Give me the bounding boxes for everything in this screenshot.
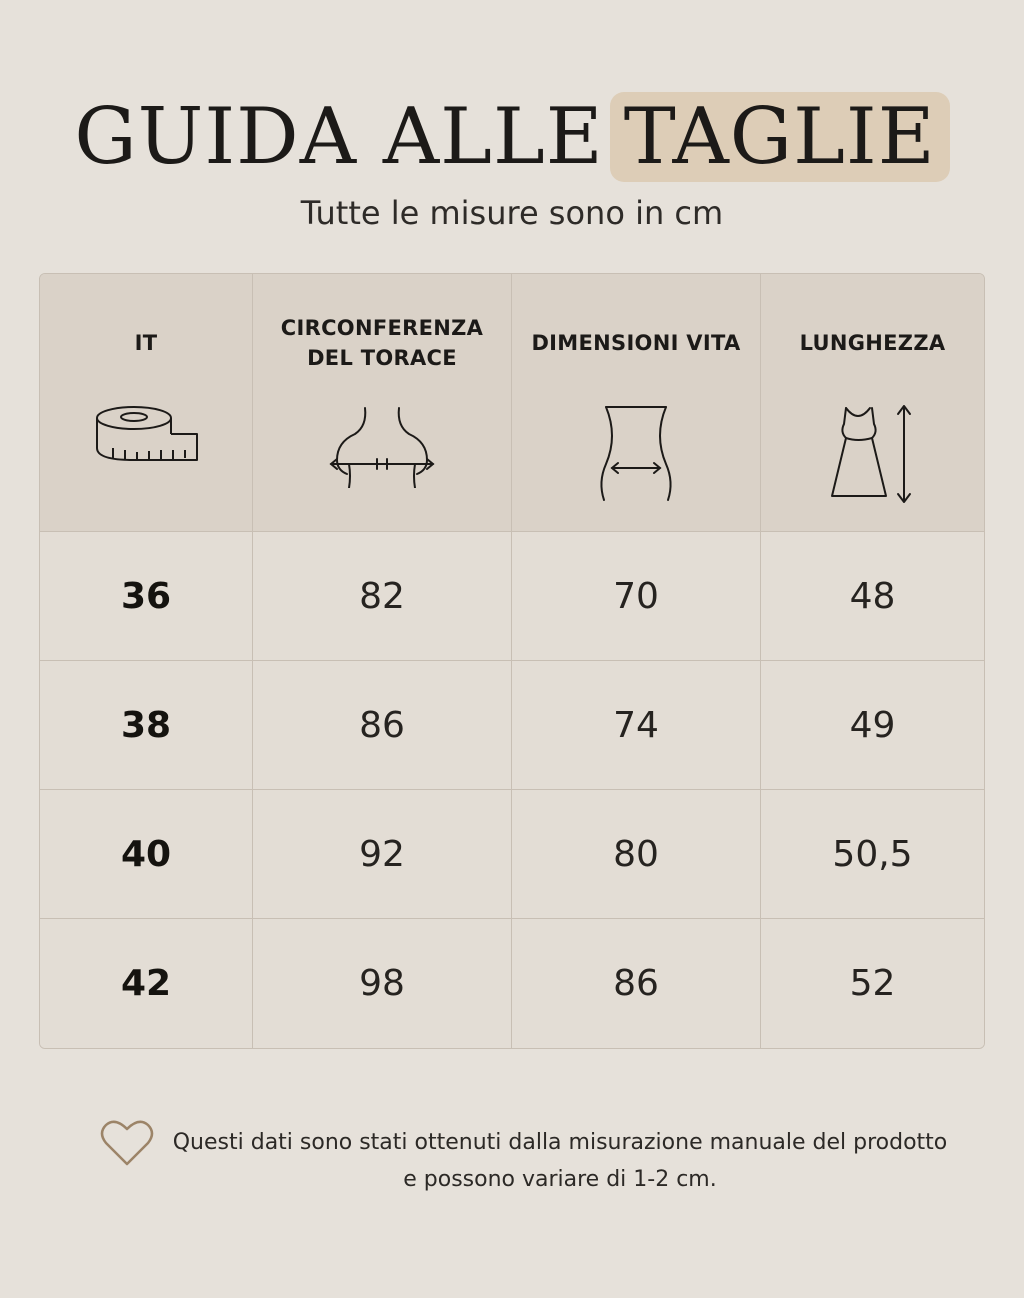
page-subtitle: Tutte le misure sono in cm xyxy=(300,194,724,232)
dress-length-icon xyxy=(828,404,918,510)
chest-value-cell: 98 xyxy=(253,919,512,1048)
column-label-it: IT xyxy=(134,331,158,355)
page-title xyxy=(0,82,1024,192)
waist-value-cell: 70 xyxy=(512,532,761,661)
note-line-1: Questi dati sono stati ottenuti dalla misurazione manuale del prodotto xyxy=(172,1130,948,1155)
measurement-note xyxy=(100,1118,948,1208)
title-main: GUIDA ALLE xyxy=(74,92,604,182)
size-table xyxy=(39,273,985,1049)
length-value-cell: 48 xyxy=(761,532,984,661)
column-label-chest: CIRCONFERENZA DEL TORACE xyxy=(280,316,484,370)
chest-value-cell: 92 xyxy=(253,790,512,919)
note-line-2: e possono variare di 1-2 cm. xyxy=(403,1167,717,1192)
length-value-cell: 52 xyxy=(761,919,984,1048)
header-cell-waist xyxy=(512,274,761,532)
chest-measure-icon xyxy=(327,404,437,492)
title-highlight: TAGLIE xyxy=(610,92,950,182)
waist-value-cell: 74 xyxy=(512,661,761,790)
header-cell-chest xyxy=(253,274,512,532)
header-cell-length xyxy=(761,274,984,532)
size-cell: 42 xyxy=(40,919,253,1048)
size-cell: 36 xyxy=(40,532,253,661)
column-label-waist: DIMENSIONI VITA xyxy=(531,331,741,355)
waist-value-cell: 86 xyxy=(512,919,761,1048)
size-cell: 40 xyxy=(40,790,253,919)
column-label-length: LUNGHEZZA xyxy=(799,331,946,355)
chest-value-cell: 82 xyxy=(253,532,512,661)
note-text xyxy=(160,1124,960,1198)
chest-value-cell: 86 xyxy=(253,661,512,790)
heart-icon xyxy=(100,1118,154,1172)
measuring-tape-icon xyxy=(93,404,199,468)
size-cell: 38 xyxy=(40,661,253,790)
length-value-cell: 50,5 xyxy=(761,790,984,919)
length-value-cell: 49 xyxy=(761,661,984,790)
waist-measure-icon xyxy=(596,404,676,506)
waist-value-cell: 80 xyxy=(512,790,761,919)
header-cell-it xyxy=(40,274,253,532)
